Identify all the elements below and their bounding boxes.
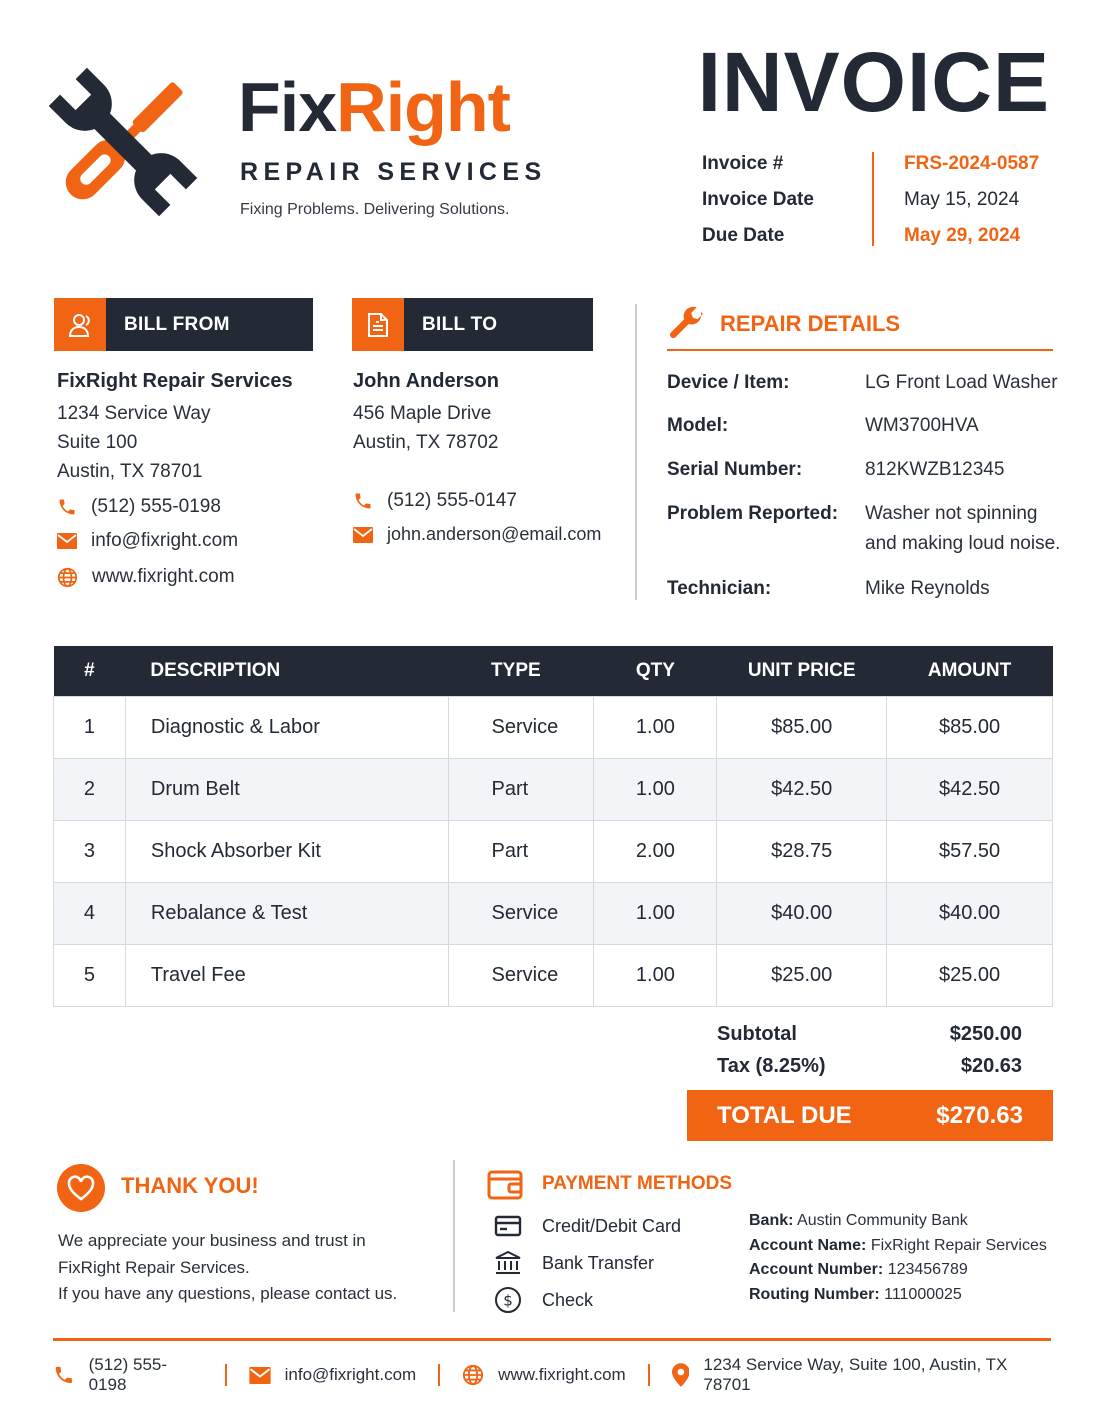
bill-from-title: BILL FROM [124, 313, 230, 335]
footer-website-text[interactable]: www.fixright.com [498, 1365, 626, 1384]
invoice-date: May 15, 2024 [904, 189, 1020, 210]
row-unit-price: $42.50 [717, 758, 887, 820]
bill-from-name: FixRight Repair Services [57, 370, 293, 392]
thank-you-line-3: If you have any questions, please contact us. [58, 1284, 398, 1303]
device-value: LG Front Load Washer [865, 372, 1058, 393]
thank-you-title: THANK YOU! [121, 1173, 259, 1198]
phone-icon [57, 497, 77, 517]
tax-label: Tax (8.25%) [717, 1055, 826, 1077]
account-name-row: Account Name: FixRight Repair Services [749, 1236, 1047, 1254]
total-due-label: TOTAL DUE [717, 1101, 852, 1129]
serial-value: 812KWZB12345 [865, 459, 1005, 480]
email-icon [249, 1367, 271, 1384]
due-date-label: Due Date [702, 225, 785, 246]
bill-to-email-row [353, 524, 601, 545]
bill-from-phone-row [57, 496, 293, 518]
footer-email [249, 1365, 417, 1385]
technician-value: Mike Reynolds [865, 578, 990, 599]
row-type: Service [448, 882, 594, 944]
bill-from-website-row [57, 566, 293, 588]
row-description: Travel Fee [125, 944, 448, 1006]
row-qty: 1.00 [594, 758, 717, 820]
col-number: # [54, 646, 126, 696]
row-number: 4 [54, 882, 126, 944]
col-description: DESCRIPTION [125, 646, 448, 696]
document-icon [367, 312, 389, 338]
problem-label: Problem Reported: [667, 503, 839, 524]
thank-you-line-1: We appreciate your business and trust in [58, 1231, 366, 1250]
footer-separator [438, 1364, 440, 1386]
model-value: WM3700HVA [865, 415, 979, 436]
bill-from-address-1: 1234 Service Way [57, 403, 211, 424]
bill-from-email-row [57, 530, 293, 552]
bill-from-address-3: Austin, TX 78701 [57, 461, 203, 482]
row-unit-price: $40.00 [717, 882, 887, 944]
bill-to-phone: (512) 555-0147 [387, 490, 517, 511]
bill-from-website[interactable]: www.fixright.com [92, 566, 235, 587]
payment-method-check-label: Check [542, 1289, 594, 1310]
repair-details-underline [667, 349, 1053, 351]
invoice-number-label: Invoice # [702, 153, 784, 174]
bill-to-address-1: 456 Maple Drive [353, 403, 492, 424]
footer-website [462, 1364, 626, 1386]
payment-method-check [494, 1286, 593, 1314]
row-unit-price: $28.75 [717, 820, 887, 882]
bill-to-name: John Anderson [353, 370, 499, 392]
row-number: 1 [54, 696, 126, 758]
tax-value: $20.63 [960, 1055, 1022, 1077]
col-qty: QTY [594, 646, 717, 696]
table-header-row [54, 646, 1053, 696]
footer-email-text[interactable]: info@fixright.com [284, 1365, 417, 1384]
invoice-date-label: Invoice Date [702, 189, 814, 210]
footer-separator [225, 1364, 227, 1386]
credit-card-icon [494, 1215, 522, 1237]
bill-from-header [54, 298, 313, 351]
brand-tagline: Fixing Problems. Delivering Solutions. [240, 201, 510, 218]
row-type: Service [448, 696, 594, 758]
brand-name: FixRight [238, 68, 510, 146]
problem-value-line2: and making loud noise. [865, 533, 1061, 554]
subtotal-label: Subtotal [717, 1023, 797, 1045]
row-type: Part [448, 820, 594, 882]
col-type: TYPE [448, 646, 594, 696]
problem-value: Washer not spinning [865, 503, 1038, 524]
row-amount: $42.50 [887, 758, 1053, 820]
subtotal-value: $250.00 [949, 1023, 1022, 1045]
globe-icon [462, 1364, 484, 1386]
user-icon [67, 312, 93, 338]
phone-icon [53, 1364, 75, 1386]
row-qty: 1.00 [594, 882, 717, 944]
heart-icon [57, 1164, 105, 1212]
routing-number-row: Routing Number: 111000025 [749, 1285, 962, 1303]
row-description: Drum Belt [125, 758, 448, 820]
row-qty: 1.00 [594, 696, 717, 758]
thank-you-line-2: FixRight Repair Services. [58, 1257, 250, 1277]
bill-to-title: BILL TO [422, 313, 498, 335]
row-amount: $85.00 [887, 696, 1053, 758]
table-row [54, 696, 1053, 758]
model-label: Model: [667, 415, 729, 436]
row-description: Shock Absorber Kit [125, 820, 448, 882]
row-number: 5 [54, 944, 126, 1006]
bill-to-phone-row [353, 490, 601, 512]
wrench-screwdriver-icon [48, 66, 198, 218]
footer [53, 1355, 1053, 1394]
col-unit-price: UNIT PRICE [717, 646, 887, 696]
row-number: 3 [54, 820, 126, 882]
repair-details-title: REPAIR DETAILS [720, 311, 901, 336]
due-date: May 29, 2024 [904, 225, 1021, 246]
row-number: 2 [54, 758, 126, 820]
row-unit-price: $85.00 [717, 696, 887, 758]
wrench-icon [667, 304, 705, 342]
payment-method-bank-label: Bank Transfer [542, 1252, 655, 1273]
row-amount: $57.50 [887, 820, 1053, 882]
row-amount: $25.00 [887, 944, 1053, 1006]
invoice-title: INVOICE [697, 35, 1050, 129]
footer-address [672, 1355, 1053, 1395]
wallet-icon [487, 1168, 523, 1200]
svg-text:$: $ [503, 1291, 513, 1310]
total-due-bar [687, 1090, 1053, 1141]
invoice-number: FRS-2024-0587 [904, 153, 1040, 174]
email-icon [353, 527, 373, 543]
payment-method-card [494, 1215, 681, 1237]
footer-rule [53, 1338, 1051, 1341]
row-type: Service [448, 944, 594, 1006]
table-row [54, 758, 1053, 820]
row-amount: $40.00 [887, 882, 1053, 944]
total-due-value: $270.63 [936, 1101, 1023, 1129]
bill-from-phone: (512) 555-0198 [91, 496, 221, 517]
section-divider [635, 304, 637, 600]
bill-to-header [352, 298, 593, 351]
bill-to-address-2: Austin, TX 78702 [353, 432, 499, 453]
bank-name-row: Bank: Austin Community Bank [749, 1212, 968, 1229]
footer-phone-text: (512) 555-0198 [88, 1355, 168, 1394]
row-type: Part [448, 758, 594, 820]
dollar-circle-icon [494, 1286, 522, 1314]
brand-subtitle: REPAIR SERVICES [240, 158, 547, 186]
bill-from-email[interactable]: info@fixright.com [91, 530, 239, 551]
row-qty: 1.00 [594, 944, 717, 1006]
footer-phone [53, 1355, 203, 1395]
row-unit-price: $25.00 [717, 944, 887, 1006]
table-row [54, 882, 1053, 944]
footer-separator [648, 1364, 650, 1386]
footer-address-text: 1234 Service Way, Suite 100, Austin, TX 78701 [703, 1355, 1008, 1394]
row-qty: 2.00 [594, 820, 717, 882]
device-label: Device / Item: [667, 372, 790, 393]
bottom-divider [453, 1160, 455, 1312]
phone-icon [353, 491, 373, 511]
email-icon [57, 533, 77, 549]
payment-method-card-label: Credit/Debit Card [542, 1215, 682, 1236]
bank-icon [494, 1250, 522, 1276]
table-row [54, 820, 1053, 882]
serial-label: Serial Number: [667, 459, 803, 480]
row-description: Diagnostic & Labor [125, 696, 448, 758]
bill-to-block [353, 370, 601, 545]
payment-method-bank [494, 1250, 654, 1276]
bank-details [749, 1209, 1047, 1307]
col-amount: AMOUNT [887, 646, 1053, 696]
row-description: Rebalance & Test [125, 882, 448, 944]
account-number-row: Account Number: 123456789 [749, 1261, 968, 1279]
globe-icon [57, 567, 78, 588]
line-items-table [53, 646, 1053, 1007]
bill-to-email[interactable]: john.anderson@email.com [387, 524, 602, 544]
payment-methods-title: PAYMENT METHODS [542, 1173, 733, 1194]
meta-divider [872, 152, 874, 246]
table-row [54, 944, 1053, 1006]
location-pin-icon [672, 1363, 690, 1387]
thank-you-text [58, 1228, 438, 1308]
technician-label: Technician: [667, 578, 772, 599]
bill-from-address-2: Suite 100 [57, 432, 138, 453]
bill-from-block [57, 370, 293, 588]
